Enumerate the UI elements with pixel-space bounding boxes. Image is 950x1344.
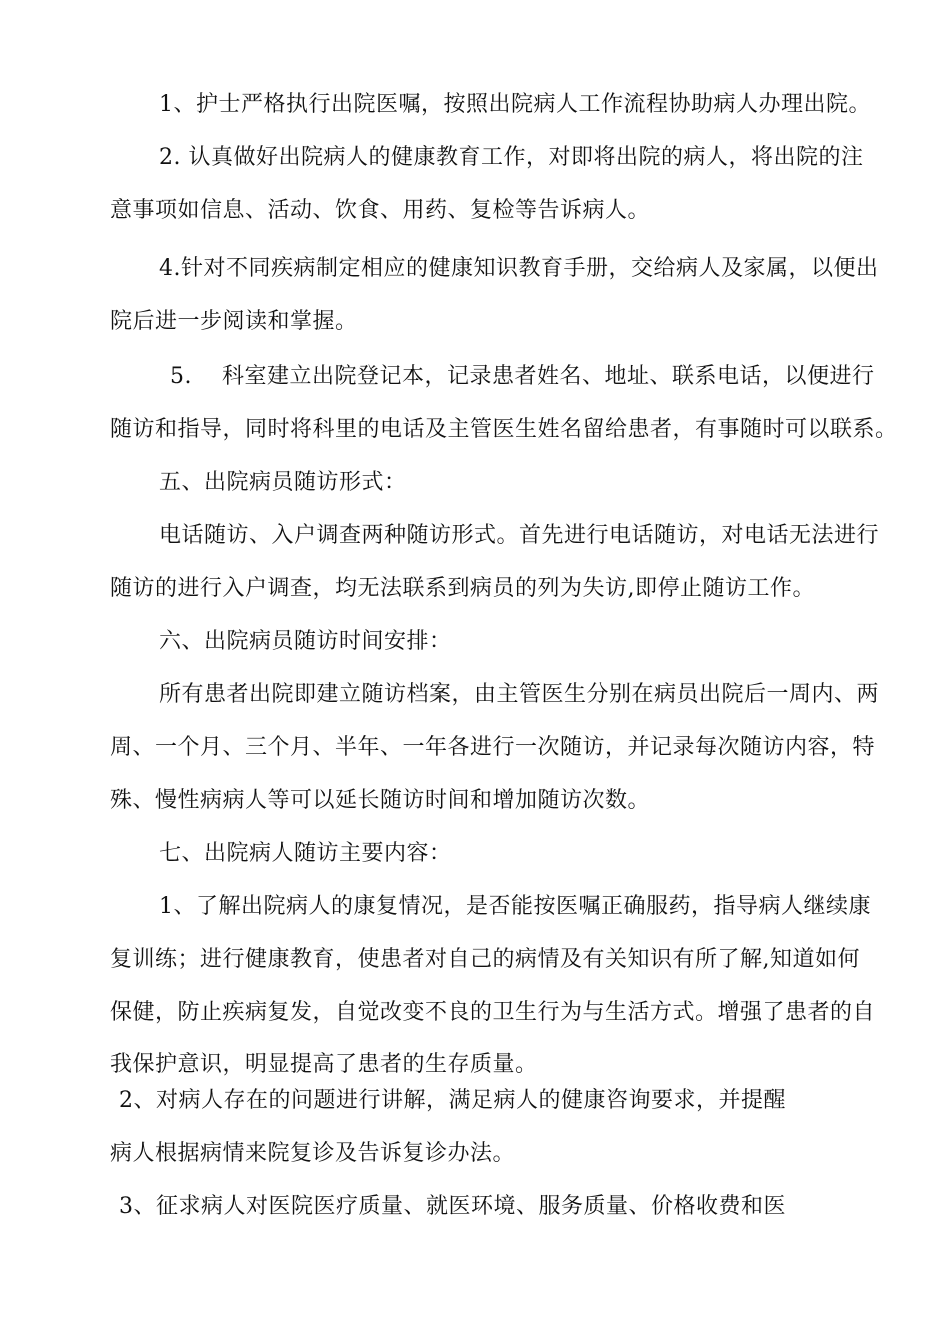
paragraph-line: 随访的进行入户调查，均无法联系到病员的列为失访,即停止随访工作。 <box>110 576 815 601</box>
paragraph-line: 殊、慢性病病人等可以延长随访时间和增加随访次数。 <box>110 788 651 813</box>
paragraph-line: 意事项如信息、活动、饮食、用药、复检等告诉病人。 <box>110 198 651 223</box>
paragraph-line: 2、对病人存在的问题进行讲解，满足病人的健康咨询要求，并提醒 <box>119 1088 786 1113</box>
paragraph-line: 复训练；进行健康教育，使患者对自己的病情及有关知识有所了解,知道如何 <box>110 947 860 972</box>
paragraph-line: 4.针对不同疾病制定相应的健康知识教育手册，交给病人及家属，以便出 <box>159 256 879 281</box>
section-heading: 五、出院病员随访形式： <box>159 470 407 495</box>
paragraph-line: 病人根据病情来院复诊及告诉复诊办法。 <box>110 1141 516 1166</box>
paragraph-line: 3、征求病人对医院医疗质量、就医环境、服务质量、价格收费和医 <box>119 1194 786 1219</box>
paragraph-line: 周、一个月、三个月、半年、一年各进行一次随访，并记录每次随访内容，特 <box>110 735 876 760</box>
paragraph-line: 电话随访、入户调查两种随访形式。首先进行电话随访，对电话无法进行 <box>159 523 880 548</box>
paragraph-line: 5. 科室建立出院登记本，记录患者姓名、地址、联系电话，以便进行 <box>170 364 875 389</box>
paragraph-line: 1、护士严格执行出院医嘱，按照出院病人工作流程协助病人办理出院。 <box>159 92 871 117</box>
paragraph-line: 2. 认真做好出院病人的健康教育工作，对即将出院的病人，将出院的注 <box>159 145 864 170</box>
section-heading: 七、出院病人随访主要内容： <box>159 841 452 866</box>
paragraph-line: 1、了解出院病人的康复情况，是否能按医嘱正确服药，指导病人继续康 <box>159 894 871 919</box>
paragraph-line: 随访和指导，同时将科里的电话及主管医生姓名留给患者，有事随时可以联系。 <box>110 417 898 442</box>
section-heading: 六、出院病员随访时间安排： <box>159 629 452 654</box>
paragraph-line: 保健，防止疾病复发，自觉改变不良的卫生行为与生活方式。增强了患者的自 <box>110 1000 876 1025</box>
paragraph-line: 院后进一步阅读和掌握。 <box>110 309 358 334</box>
paragraph-line: 我保护意识，明显提高了患者的生存质量。 <box>110 1052 538 1077</box>
paragraph-line: 所有患者出院即建立随访档案，由主管医生分别在病员出院后一周内、两 <box>159 682 880 707</box>
